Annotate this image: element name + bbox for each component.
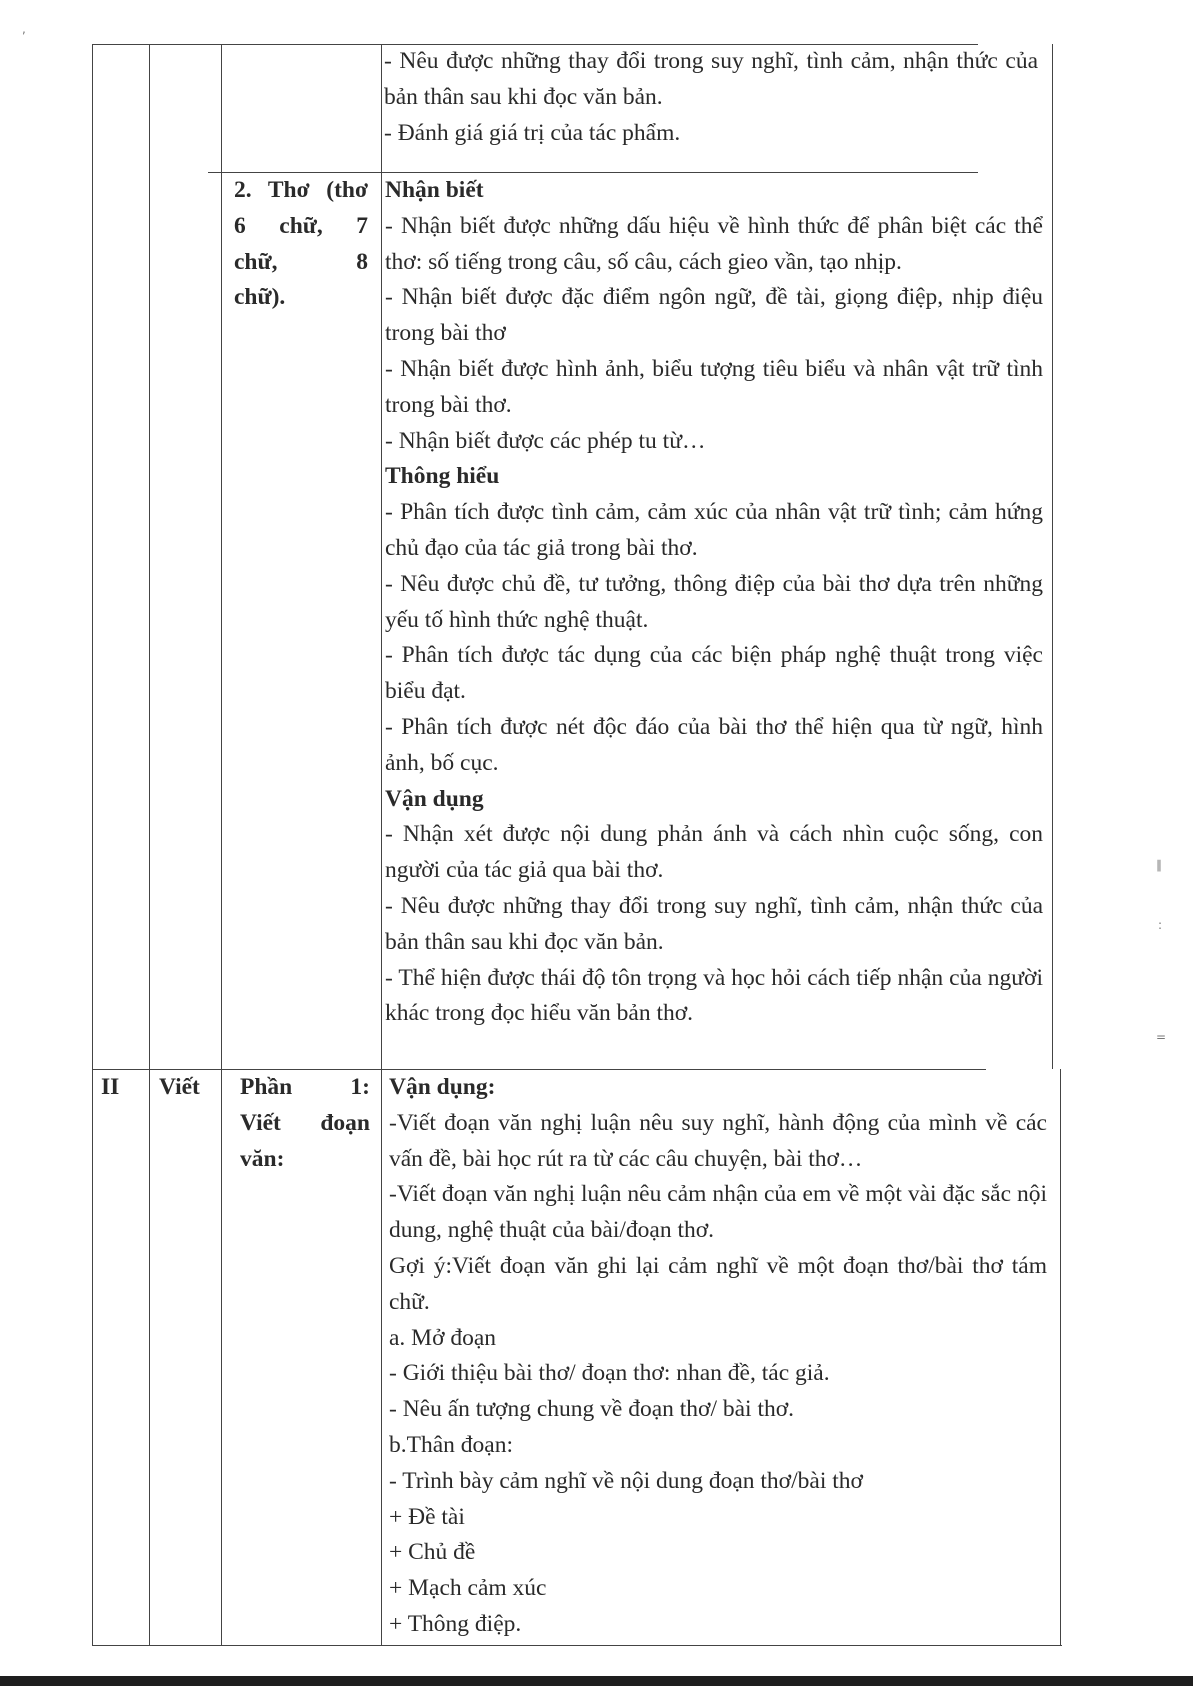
table-bottom-border xyxy=(92,1645,1062,1646)
table-right-border xyxy=(1060,1069,1061,1645)
writing-item: - Nêu ấn tượng chung về đoạn thơ/ bài thơ. xyxy=(389,1396,795,1423)
nhan-biet-heading: Nhận biết xyxy=(385,177,484,203)
scan-artifact: , xyxy=(22,22,26,36)
nhan-biet-item: - Nhận biết được đặc điểm ngôn ngữ, đề tài, giọng điệp, nhịp điệu trong bài thơ xyxy=(385,284,1043,347)
row3-content-cell xyxy=(389,1070,1047,1643)
topic-line: 6 chữ, 7 xyxy=(234,212,368,239)
nhan-biet-item: - Nhận biết được những dấu hiệu về hình thức để phân biệt các thể thơ: số tiếng trong câu, số câu, cách gieo vần, tạo nhịp. xyxy=(385,212,1043,275)
scan-artifact: ∥ xyxy=(1156,858,1162,872)
thong-hieu-item: - Phân tích được tác dụng của các biện pháp nghệ thuật trong việc biểu đạt. xyxy=(385,642,1043,705)
van-dung-heading: Vận dụng xyxy=(385,785,484,812)
part-line: Viết đoạn xyxy=(240,1109,370,1136)
van-dung-item: - Thể hiện được thái độ tôn trọng và học hỏi cách tiếp nhận của người khác trong đọc hiểu văn bản thơ. xyxy=(385,964,1043,1027)
row3-part-cell xyxy=(240,1070,370,1177)
nhan-biet-item: - Nhận biết được các phép tu từ… xyxy=(385,427,706,454)
writing-item: + Thông điệp. xyxy=(389,1610,522,1637)
topic-line: 2. Thơ (thơ xyxy=(234,177,368,203)
skill-label: Viết xyxy=(159,1074,200,1100)
writing-item: a. Mở đoạn xyxy=(389,1324,497,1351)
section-number: II xyxy=(101,1074,120,1100)
thong-hieu-item: - Phân tích được tình cảm, cảm xúc của nhân vật trữ tình; cảm hứng chủ đạo của tác giả trong bài thơ. xyxy=(385,499,1043,561)
thong-hieu-item: - Nêu được chủ đề, tư tưởng, thông điệp của bài thơ dựa trên những yếu tố hình thức nghệ thuật. xyxy=(385,570,1043,633)
column-divider xyxy=(221,44,222,1645)
writing-item: + Đề tài xyxy=(389,1503,465,1530)
part-line: Phần 1: xyxy=(240,1074,370,1100)
content-line: - Đánh giá giá trị của tác phẩm. xyxy=(384,119,681,146)
writing-item: b.Thân đoạn: xyxy=(389,1431,513,1458)
thong-hieu-item: - Phân tích được nét độc đáo của bài thơ thể hiện qua từ ngữ, hình ảnh, bố cục. xyxy=(385,713,1043,776)
thong-hieu-heading: Thông hiểu xyxy=(385,463,500,490)
scan-artifact: = xyxy=(1156,1030,1167,1044)
topic-line: chữ, 8 xyxy=(234,248,368,275)
scan-artifact: : xyxy=(1158,918,1163,932)
writing-item: - Trình bày cảm nghĩ về nội dung đoạn thơ/bài thơ xyxy=(389,1467,863,1494)
writing-item: Gợi ý:Viết đoạn văn ghi lại cảm nghĩ về một đoạn thơ/bài thơ tám chữ. xyxy=(389,1252,1047,1315)
column-divider xyxy=(149,44,150,1645)
row2-topic-cell xyxy=(234,173,368,316)
writing-item: + Mạch cảm xúc xyxy=(389,1575,547,1602)
topic-line: chữ). xyxy=(234,284,286,311)
row2-content-cell xyxy=(385,173,1043,1032)
part-line: văn: xyxy=(240,1145,285,1172)
column-divider xyxy=(381,44,382,1645)
writing-item: -Viết đoạn văn nghị luận nêu suy nghĩ, hành động của mình về các vấn đề, bài học rút ra từ các câu chuyện, bài thơ… xyxy=(389,1109,1047,1172)
table-left-border xyxy=(92,44,93,1645)
writing-item: - Giới thiệu bài thơ/ đoạn thơ: nhan đề, tác giả. xyxy=(389,1360,830,1387)
content-line: - Nêu được những thay đổi trong suy nghĩ, tình cảm, nhận thức của bản thân sau khi đọc văn bản. xyxy=(384,48,1038,110)
row1-content-cell xyxy=(384,44,1038,151)
van-dung-heading: Vận dụng: xyxy=(389,1074,496,1100)
van-dung-item: - Nêu được những thay đổi trong suy nghĩ, tình cảm, nhận thức của bản thân sau khi đọc văn bản. xyxy=(385,892,1043,955)
van-dung-item: - Nhận xét được nội dung phản ánh và cách nhìn cuộc sống, con người của tác giả qua bài thơ. xyxy=(385,821,1043,884)
writing-item: + Chủ đề xyxy=(389,1539,476,1566)
nhan-biet-item: - Nhận biết được hình ảnh, biểu tượng tiêu biểu và nhân vật trữ tình trong bài thơ. xyxy=(385,355,1043,418)
writing-item: -Viết đoạn văn nghị luận nêu cảm nhận của em về một vài đặc sắc nội dung, nghệ thuật của bài/đoạn thơ. xyxy=(389,1181,1047,1244)
table-right-border xyxy=(1052,44,1053,1069)
scan-bottom-edge xyxy=(0,1676,1193,1686)
